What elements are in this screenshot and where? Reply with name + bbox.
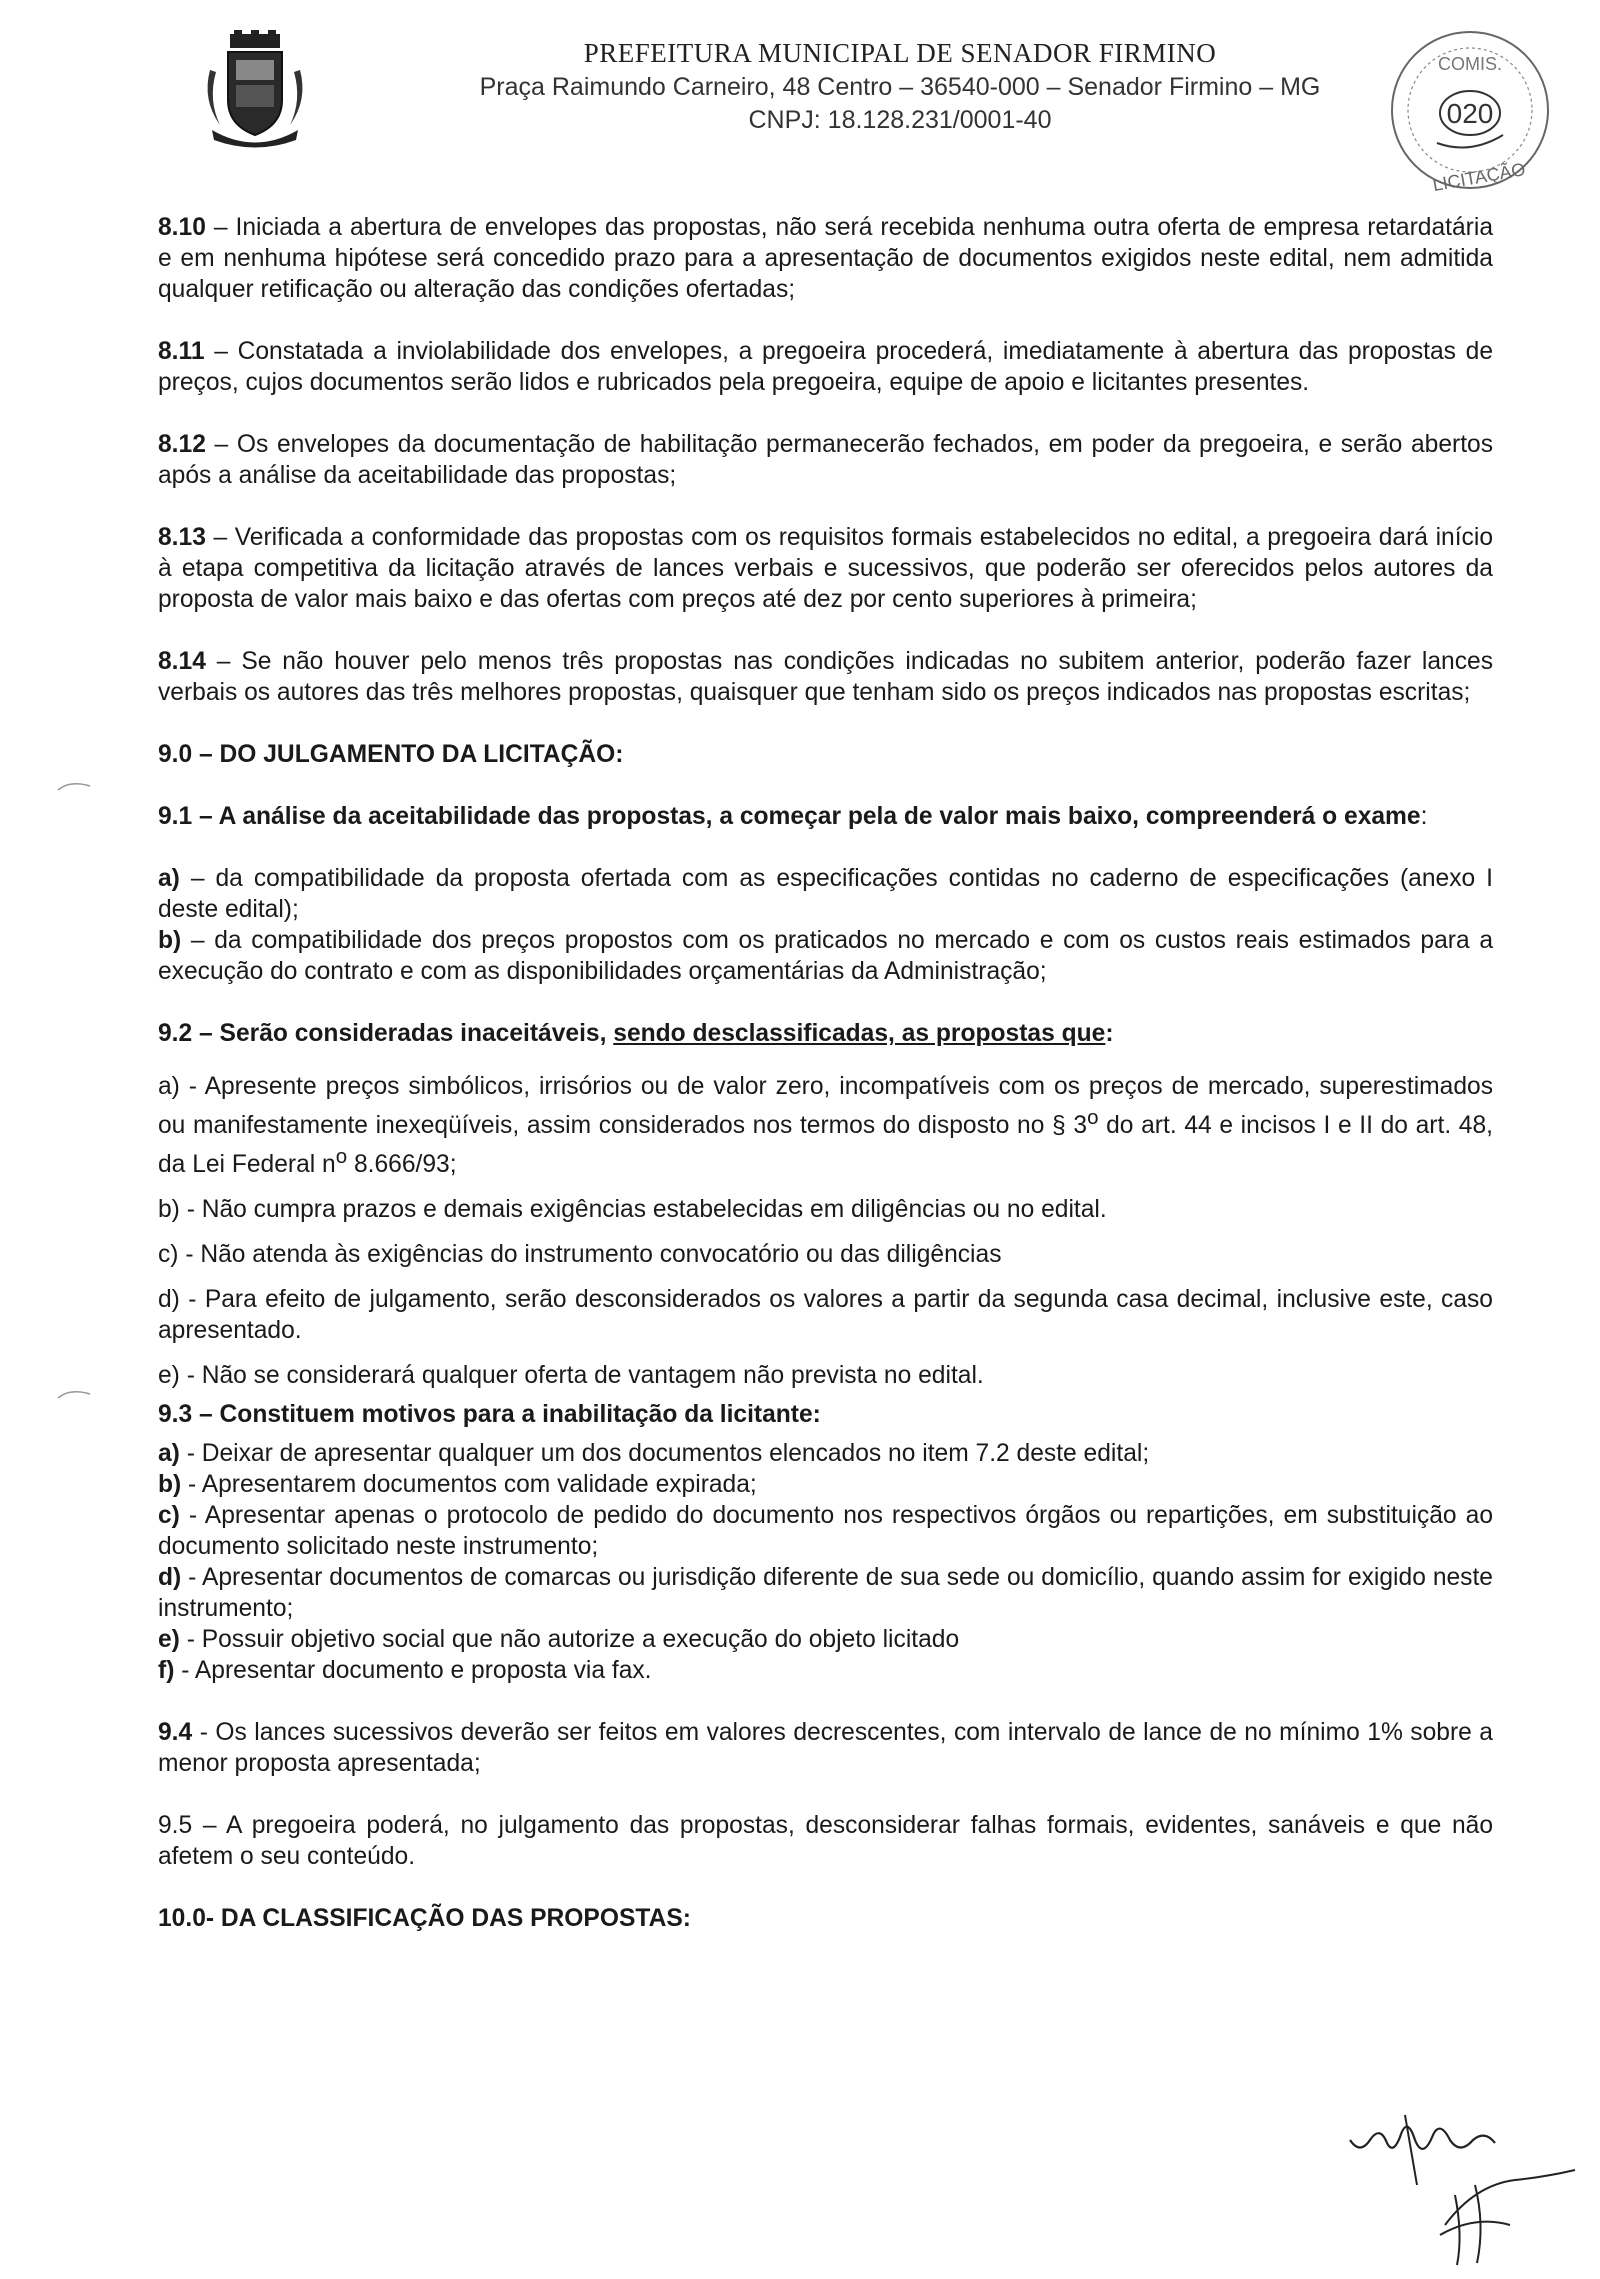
item-heading: – Constituem motivos para a inabilitação da licitante: [192,1401,821,1429]
item-9-2 [158,1018,1493,1049]
item-9-3-b [158,1469,1493,1500]
item-text: - Apresentar apenas o protocolo de pedido do documento nos respectivos órgãos ou repartições, em substituição ao documento solicitado neste instrumento; [158,1502,1493,1561]
item-text: – Verificada a conformidade das propostas com os requisitos formais estabelecidos no edital, a pregoeira dará início à etapa competitiva da licitação através de lances verbais e sucessivos, que poderão ser oferecidos pelos autores da proposta de valor mais baixo e das ofertas com preços até dez por cento superiores à primeira; [158,524,1493,613]
item-number: 8.10 [158,214,206,241]
municipal-crest-icon [200,30,310,155]
item-label: f) [158,1657,175,1685]
section-heading-10-0: 10.0- DA CLASSIFICAÇÃO DAS PROPOSTAS: [158,1905,691,1933]
item-label: b) [158,927,182,954]
item-9-1 [158,801,1493,832]
item-label: a) [158,1440,180,1468]
item-heading: – A análise da aceitabilidade das propostas, a começar pela de valor mais baixo, compreenderá o exame [192,803,1421,830]
item-9-2-e: e) - Não se considerará qualquer oferta de vantagem não prevista no edital. [158,1362,984,1390]
handwritten-signature [1345,2085,1585,2270]
margin-mark [56,1386,92,1402]
item-text: do art. 44 e incisos I e II do art. 48, da Lei Federal n [158,1112,1493,1179]
item-text: - Possuir objetivo social que não autorize a execução do objeto licitado [179,1626,960,1654]
item-number: 8.13 [158,524,206,551]
item-number: 9.1 [158,803,193,830]
section-heading-9-0: 9.0 – DO JULGAMENTO DA LICITAÇÃO: [158,741,624,768]
item-text: – Se não houver pelo menos três propostas nas condições indicadas no subitem anterior, poderão fazer lances verbais os autores das três melhores propostas, quaisquer que tenham sido os preços indicados nas propostas escritas; [158,648,1493,706]
item-label: a) [158,865,180,892]
item-9-2-a [158,1071,1493,1180]
item-9-3-e [158,1624,1493,1655]
commission-stamp [1375,15,1565,205]
item-text: a) - Apresente preços simbólicos, irrisórios ou de valor zero, incompatíveis com os preços de mercado, superestimados ou manifestamente inexeqüíveis, assim considerados nos termos do disposto no § 3 [158,1073,1493,1140]
item-heading: – Serão consideradas inaceitáveis, [192,1020,614,1047]
margin-mark [56,778,92,794]
item-number: 8.12 [158,431,206,458]
item-9-2-b: b) - Não cumpra prazos e demais exigências estabelecidas em diligências ou no edital. [158,1196,1107,1224]
item-9-1-a [158,863,1493,925]
item-text: – Os envelopes da documentação de habilitação permanecerão fechados, em poder da pregoeira, e serão abertos após a análise da aceitabilidade das propostas; [158,431,1493,489]
item-text: - Apresentarem documentos com validade expirada; [181,1471,757,1499]
item-8-13 [158,522,1493,615]
item-9-2-c: c) - Não atenda às exigências do instrumento convocatório ou das diligências [158,1241,1002,1269]
item-label: c) [158,1502,180,1530]
letterhead-title: PREFEITURA MUNICIPAL DE SENADOR FIRMINO [583,38,1217,68]
stamp-bottom-text: LICITAÇÃO [1431,159,1527,196]
item-text: - Apresentar documento e proposta via fax. [174,1657,652,1685]
item-text: - Os lances sucessivos deverão ser feitos em valores decrescentes, com intervalo de lance de no mínimo 1% sobre a menor proposta apresentada; [158,1719,1493,1778]
item-9-1-b [158,925,1493,987]
superscript: o [335,1145,348,1169]
item-label: b) [158,1471,182,1499]
letterhead [420,38,1380,135]
superscript: o [1087,1106,1099,1129]
item-8-14 [158,646,1493,708]
item-text: - Apresentar documentos de comarcas ou jurisdição diferente de sua sede ou domicílio, quando assim for exigido neste instrumento; [158,1564,1493,1623]
item-text: – da compatibilidade dos preços propostos com os praticados no mercado e com os custos reais estimados para a execução do contrato e com as disponibilidades orçamentárias da Administração; [158,927,1493,985]
item-text: 8.666/93; [347,1151,457,1179]
item-9-5: 9.5 – A pregoeira poderá, no julgamento das propostas, desconsiderar falhas formais, evidentes, sanáveis e que não afetem o seu conteúdo. [158,1812,1493,1871]
item-heading-underlined: sendo desclassificadas, as propostas que [613,1020,1106,1047]
stamp-number: 020 [1446,98,1494,129]
item-text: - Deixar de apresentar qualquer um dos documentos elencados no item 7.2 deste edital; [179,1440,1150,1468]
stamp-top-text: COMIS. [1437,54,1503,74]
item-8-10 [158,212,1493,305]
item-9-3 [158,1399,1493,1430]
item-label: d) [158,1564,182,1592]
item-colon: : [1420,803,1428,830]
item-label: e) [158,1626,180,1654]
item-colon: : [1105,1020,1114,1047]
item-number: 9.4 [158,1719,193,1747]
item-9-3-a [158,1438,1493,1469]
item-text: – da compatibilidade da proposta ofertada com as especificações contidas no caderno de especificações (anexo I deste edital); [158,865,1493,923]
item-number: 8.11 [158,338,205,365]
item-9-3-d [158,1562,1493,1624]
item-number: 9.3 [158,1401,193,1429]
item-8-12 [158,429,1493,491]
item-8-11 [158,336,1493,398]
item-number: 8.14 [158,648,206,675]
item-9-3-f [158,1655,1493,1686]
letterhead-cnpj: CNPJ: 18.128.231/0001-40 [748,106,1052,134]
item-text: – Constatada a inviolabilidade dos envelopes, a pregoeira procederá, imediatamente à abertura das propostas de preços, cujos documentos serão lidos e rubricados pela pregoeira, equipe de apoio e licitantes presentes. [158,338,1493,396]
item-9-3-c [158,1500,1493,1562]
item-9-4 [158,1717,1493,1779]
document-body [158,212,1493,1934]
item-text: – Iniciada a abertura de envelopes das propostas, não será recebida nenhuma outra oferta de empresa retardatária e em nenhuma hipótese será concedido prazo para a apresentação de documentos exigidos neste edital, nem admitida qualquer retificação ou alteração das condições ofertadas; [158,214,1493,303]
item-9-2-d: d) - Para efeito de julgamento, serão desconsiderados os valores a partir da segunda casa decimal, inclusive este, caso apresentado. [158,1286,1493,1345]
item-number: 9.2 [158,1020,193,1047]
letterhead-address: Praça Raimundo Carneiro, 48 Centro – 36540-000 – Senador Firmino – MG [479,73,1321,101]
